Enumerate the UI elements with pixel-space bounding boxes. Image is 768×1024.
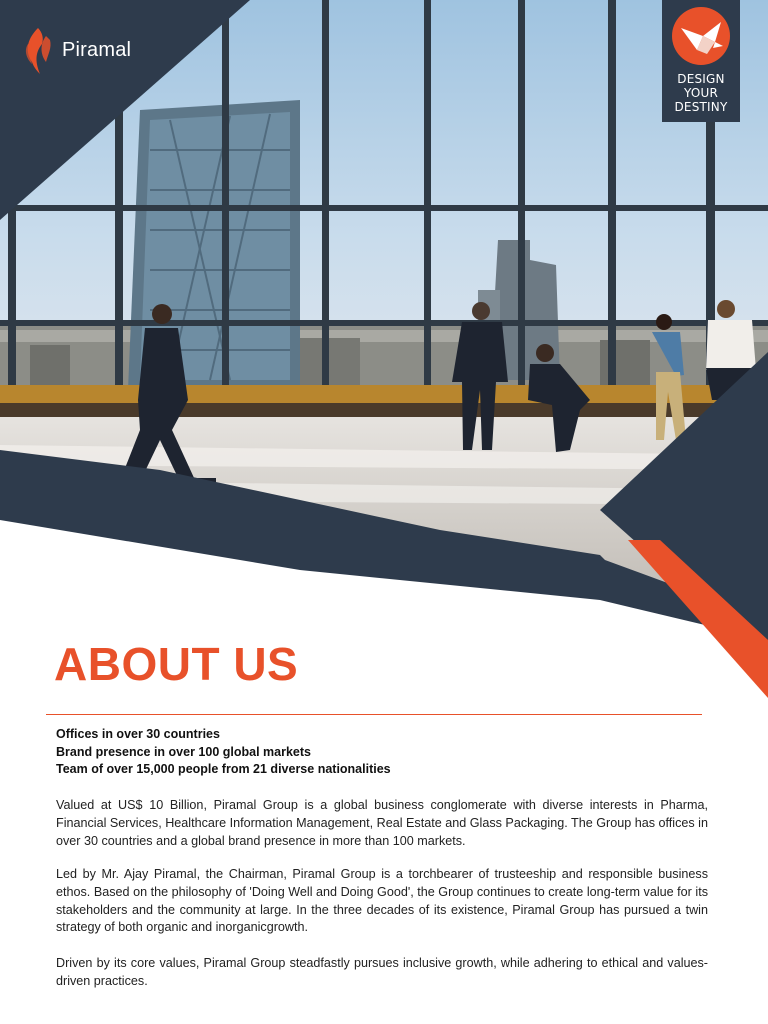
page-title: ABOUT US — [54, 638, 299, 690]
design-your-destiny-badge — [662, 0, 740, 122]
highlight-item: Brand presence in over 100 global markets — [56, 744, 311, 759]
title-divider — [46, 714, 702, 715]
highlight-item: Team of over 15,000 people from 21 diverse nationalities — [56, 762, 391, 776]
piramal-logo — [20, 24, 131, 76]
paragraph-overview: Valued at US$ 10 Billion, Piramal Group is a global business conglomerate with diverse interests in Pharma, Financial Services, Healthcare Information Management, Real Estate and Glass Packaging. The Group has offices in over 30 countries and a global brand presence in more than 100 markets. — [56, 798, 708, 848]
badge-line-3: DESTINY — [674, 100, 728, 114]
highlights-list — [56, 726, 706, 779]
paragraph-leadership: Led by Mr. Ajay Piramal, the Chairman, Piramal Group is a torchbearer of trusteeship and responsible business ethos. Based on the philosophy of 'Doing Well and Doing Good', the Group continues to create long-term value for its stakeholders and the community at large. In the three decades of its existence, Piramal Group has pursued a twin strategy of both organic and inorganicgrowth. — [56, 867, 708, 935]
paragraph-values: Driven by its core values, Piramal Group steadfastly pursues inclusive growth, while adhering to ethical and values-driven practices. — [56, 956, 708, 988]
origami-bird-icon — [669, 6, 733, 66]
highlight-item: Offices in over 30 countries — [56, 727, 220, 741]
flame-logo-icon — [20, 24, 56, 76]
badge-line-2: YOUR — [683, 86, 719, 100]
badge-line-1: DESIGN — [677, 72, 725, 86]
brand-name: Piramal — [62, 38, 132, 61]
